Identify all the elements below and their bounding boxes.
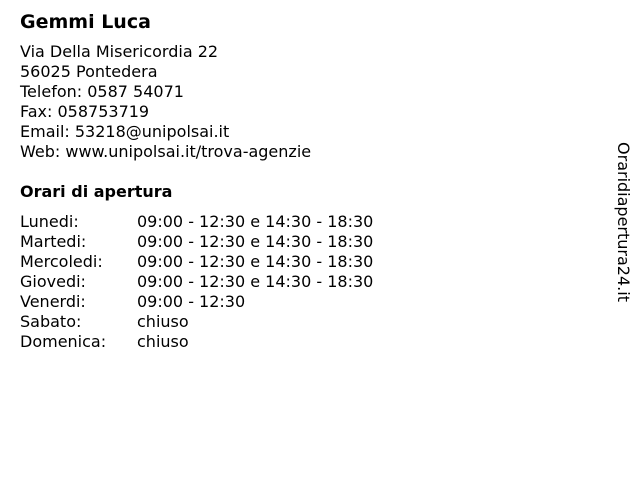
fax-number: Fax: 058753719	[20, 102, 150, 121]
street-address: Via Della Misericordia 22	[20, 42, 219, 61]
business-name: Gemmi Luca	[20, 11, 151, 33]
day-label: Sabato:	[20, 312, 82, 331]
hours-row-sunday	[20, 332, 373, 352]
opening-hours-table	[20, 212, 373, 352]
day-hours: 09:00 - 12:30	[137, 292, 246, 311]
day-hours: 09:00 - 12:30 e 14:30 - 18:30	[137, 252, 374, 271]
opening-hours-title: Orari di apertura	[20, 182, 173, 201]
day-hours: 09:00 - 12:30 e 14:30 - 18:30	[137, 272, 374, 291]
hours-row-friday	[20, 292, 373, 312]
hours-row-wednesday	[20, 252, 373, 272]
postal-city: 56025 Pontedera	[20, 62, 158, 81]
day-hours: chiuso	[137, 312, 189, 331]
day-label: Martedi:	[20, 232, 87, 251]
business-card	[20, 10, 600, 352]
email-address: Email: 53218@unipolsai.it	[20, 122, 230, 141]
day-label: Domenica:	[20, 332, 107, 351]
website: Web: www.unipolsai.it/trova-agenzie	[20, 142, 312, 161]
day-hours: chiuso	[137, 332, 189, 351]
phone-number: Telefon: 0587 54071	[20, 82, 184, 101]
hours-row-monday	[20, 212, 373, 232]
day-label: Giovedi:	[20, 272, 86, 291]
day-label: Mercoledi:	[20, 252, 103, 271]
day-label: Lunedi:	[20, 212, 79, 231]
day-hours: 09:00 - 12:30 e 14:30 - 18:30	[137, 212, 374, 231]
day-label: Venerdi:	[20, 292, 86, 311]
hours-row-tuesday	[20, 232, 373, 252]
hours-row-thursday	[20, 272, 373, 292]
hours-row-saturday	[20, 312, 373, 332]
day-hours: 09:00 - 12:30 e 14:30 - 18:30	[137, 232, 374, 251]
site-watermark: Oraridiapertura24.it	[614, 142, 633, 302]
contact-block	[20, 42, 600, 162]
